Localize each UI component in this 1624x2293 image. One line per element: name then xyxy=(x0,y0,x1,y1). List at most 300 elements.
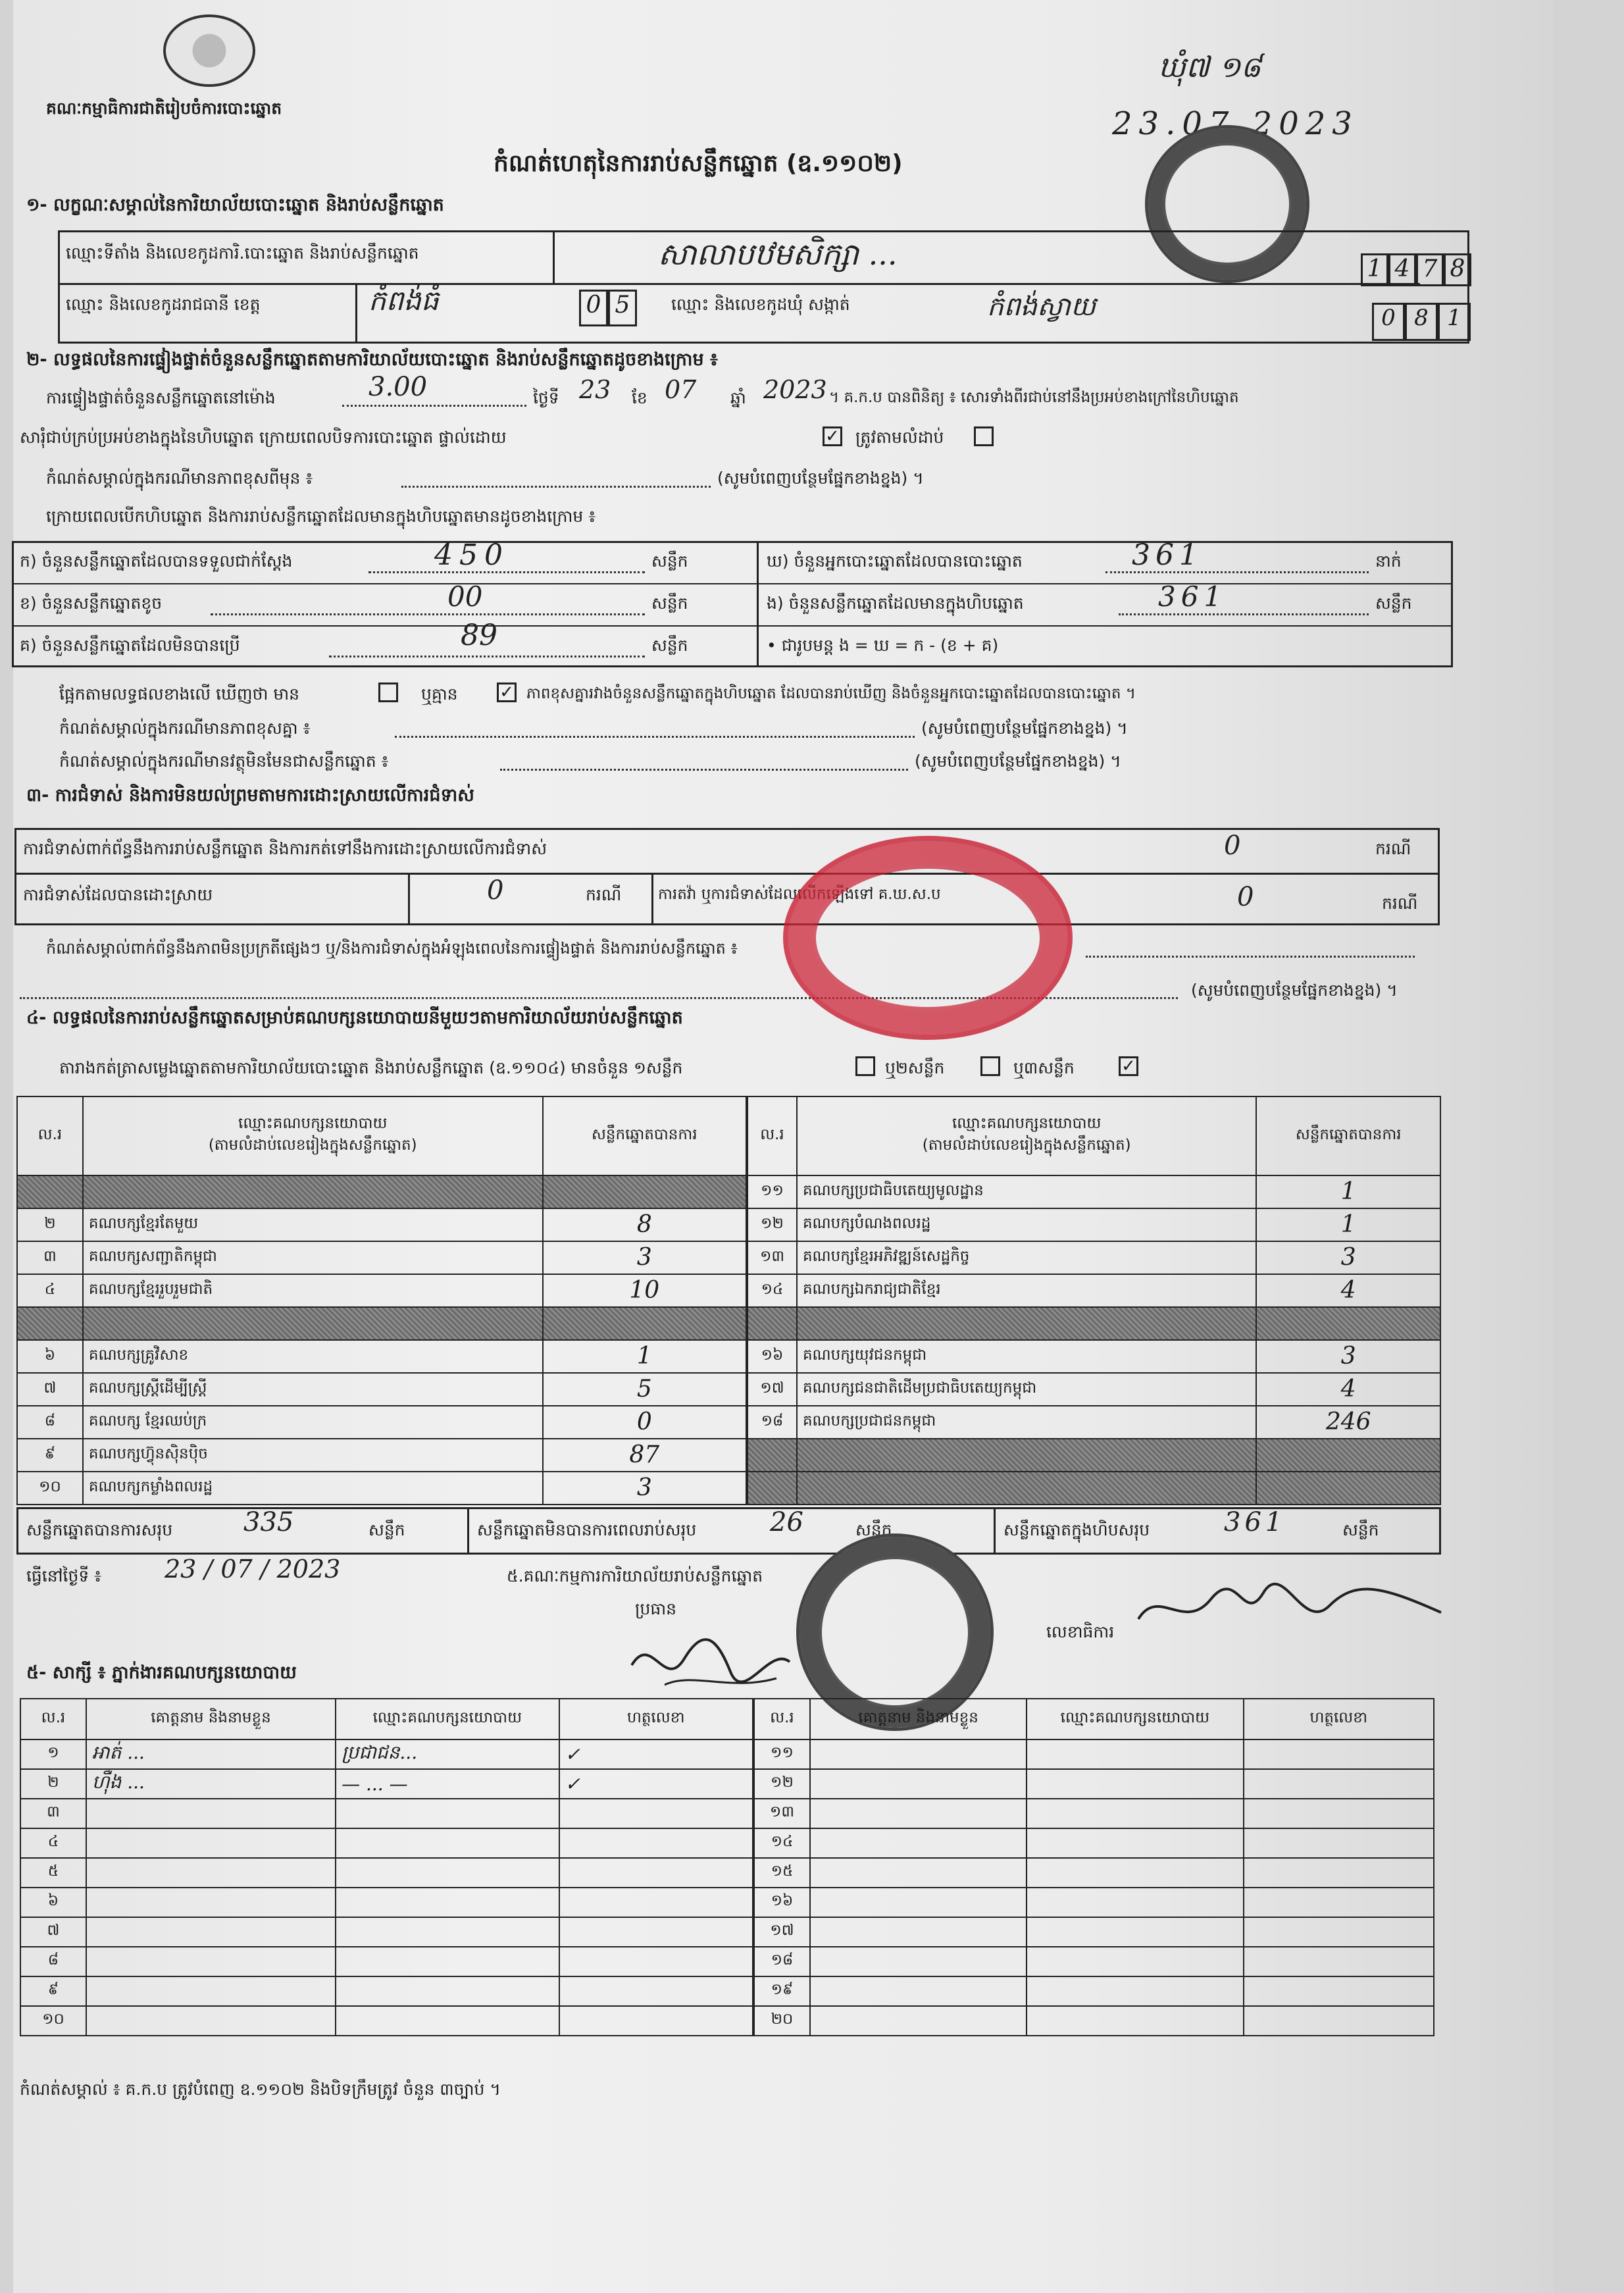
in-order-checkbox[interactable] xyxy=(974,426,994,446)
party-right-row xyxy=(748,1472,1440,1505)
total-invalid-label: សន្លឹកឆ្នោតមិនបានការពេលរាប់សរុប xyxy=(477,1520,697,1539)
witness-party xyxy=(1027,1828,1243,1858)
party-name: គណបក្សគ្រូវិសាខ xyxy=(83,1340,543,1373)
commune-value: កំពង់ស្វាយ xyxy=(987,292,1096,322)
party-number: ៨ xyxy=(17,1406,83,1439)
province-code-digit-2: 5 xyxy=(608,290,637,326)
party-name: គណបក្សស្ត្រីដើម្បីស្ត្រី xyxy=(83,1373,543,1406)
witness-party xyxy=(1027,1888,1243,1917)
witness-col-party-right: ឈ្មោះគណបក្សនយោបាយ xyxy=(1027,1699,1243,1739)
witness-signature xyxy=(1244,1888,1434,1917)
party-left-row xyxy=(17,1175,746,1208)
secretary-signature xyxy=(1132,1573,1448,1645)
section1-divider xyxy=(58,283,1420,285)
party-votes: 3 xyxy=(1256,1340,1440,1373)
difference-note-suffix: (សូមបំពេញបន្ថែមផ្នែកខាងខ្នង) ។ xyxy=(717,469,924,488)
station-code-digit-1: 1 xyxy=(1361,253,1388,286)
witness-signature xyxy=(559,2006,753,2036)
party-name: គណបក្សជនជាតិដើមប្រជាធិបតេយ្យកម្ពុជា xyxy=(797,1373,1257,1406)
appeals-cases: ករណី xyxy=(1382,894,1418,913)
witness-signature xyxy=(1244,2006,1434,2036)
spoiled-ballots-dots xyxy=(211,613,645,615)
party-left-row xyxy=(17,1406,746,1439)
witness-row xyxy=(20,1888,753,1917)
witness-table-left xyxy=(20,1698,753,2036)
witness-name xyxy=(810,1947,1027,1976)
witness-name: អាត់ ... xyxy=(86,1739,336,1769)
party-votes xyxy=(543,1175,746,1208)
party-votes: 87 xyxy=(543,1439,746,1472)
witness-signature xyxy=(559,1799,753,1828)
handwritten-top-note: ឃុំ៧ ១៨ xyxy=(1158,51,1261,84)
witness-row xyxy=(754,1858,1434,1888)
count-table-row-line-2 xyxy=(12,625,757,627)
province-value: កំពង់ធំ xyxy=(368,284,439,317)
unused-ballots-unit: សន្លឹក xyxy=(651,636,688,655)
witness-number: ១១ xyxy=(754,1739,810,1769)
witness-signature xyxy=(1244,1917,1434,1947)
irregularity-note: កំណត់សម្គាល់ពាក់ព័ន្ធនឹងភាពមិនប្រក្រតីផ្សេងៗ ឬ/និងការជំទាស់ក្នុងអំឡុងពេលនៃការផ្ទៀងផ្ទាត់ និងការរាប់សន្លឹកឆ្នោត ៖ xyxy=(46,939,738,958)
count-table-mid-divider xyxy=(757,541,759,667)
witness-party xyxy=(336,1917,559,1947)
unused-ballots-value: 89 xyxy=(461,619,497,652)
ballots-in-box-value: 361 xyxy=(1158,580,1227,613)
party-name: គណបក្សខ្មែរតែមួយ xyxy=(83,1208,543,1241)
month-value: 07 xyxy=(665,375,697,404)
witness-party xyxy=(336,1947,559,1976)
total-box-value: 361 xyxy=(1224,1507,1286,1537)
witness-signature xyxy=(1244,1828,1434,1858)
party-number: ៩ xyxy=(17,1439,83,1472)
witness-party xyxy=(336,1799,559,1828)
objections-cases: ករណី xyxy=(1375,839,1411,858)
party-number: ២ xyxy=(17,1208,83,1241)
witness-name xyxy=(810,1828,1027,1858)
witness-name xyxy=(810,1858,1027,1888)
witness-number: ១៦ xyxy=(754,1888,810,1917)
party-left-row xyxy=(17,1307,746,1340)
col-votes-header: សន្លឹកឆ្នោតបានការ xyxy=(543,1096,746,1175)
irregularity-suffix: (សូមបំពេញបន្ថែមផ្នែកខាងខ្នង) ។ xyxy=(1191,981,1398,1000)
party-left-row xyxy=(17,1373,746,1406)
witness-name xyxy=(810,1799,1027,1828)
witness-row xyxy=(754,1976,1434,2006)
appeals-value: 0 xyxy=(1237,882,1254,912)
unused-ballots-label: គ) ចំនួនសន្លឹកឆ្នោតដែលមិនបានប្រើ xyxy=(20,636,240,655)
witness-number: ២ xyxy=(20,1769,86,1799)
formula-text: • ជារូបមន្ត ង = ឃ = ក - (ខ + គ) xyxy=(767,636,999,655)
unused-ballots-dots xyxy=(329,656,645,657)
tally-sheet-text: តារាងកត់ត្រាសម្លេងឆ្នោតតាមការិយាល័យបោះឆ្នោត និងរាប់សន្លឹកឆ្នោត (ឧ.១១០៤) មានចំនួន ១សន្លឹក xyxy=(59,1058,683,1077)
party-name xyxy=(797,1472,1257,1505)
party-left-row xyxy=(17,1340,746,1373)
locks-check-text: ។ គ.ក.ប បានពិនិត្យ ៖ សោរទាំងពីរជាប់នៅនឹងប្រអប់ខាងក្រៅនៃហិបឆ្នោត xyxy=(829,389,1239,406)
witness-row xyxy=(754,1947,1434,1976)
party-right-row xyxy=(748,1373,1440,1406)
witness-number: ៣ xyxy=(20,1799,86,1828)
witness-signature xyxy=(559,1858,753,1888)
witness-row xyxy=(20,1828,753,1858)
witness-signature xyxy=(1244,1976,1434,2006)
total-valid-value: 335 xyxy=(243,1507,294,1537)
resolved-divider-2 xyxy=(651,873,653,925)
witness-name xyxy=(86,1947,336,1976)
witness-row xyxy=(20,2006,753,2036)
witness-number: ៤ xyxy=(20,1828,86,1858)
party-right-row xyxy=(748,1406,1440,1439)
ballots-in-box-dots xyxy=(1119,613,1369,615)
committee-name: គណៈកម្មាធិការជាតិរៀបចំការបោះឆ្នោត xyxy=(46,99,282,118)
time-dots xyxy=(342,405,526,407)
witness-party xyxy=(1027,1769,1243,1799)
party-right-row xyxy=(748,1307,1440,1340)
witness-row xyxy=(20,1947,753,1976)
party-number: ១២ xyxy=(748,1208,797,1241)
difference-case-dots xyxy=(395,736,915,738)
party-number: ១៦ xyxy=(748,1340,797,1373)
party-name: គណបក្សប្រជាធិបតេយ្យមូលដ្ឋាន xyxy=(797,1175,1257,1208)
party-number: ១១ xyxy=(748,1175,797,1208)
witness-name xyxy=(86,1799,336,1828)
form-title: កំណត់ហេតុនៃការរាប់សន្លឹកឆ្នោត (ឧ.១១០២) xyxy=(494,150,903,177)
discrepancy-no-checkbox[interactable]: ✓ xyxy=(497,683,517,702)
month-label: ខែ xyxy=(632,388,647,407)
objections-label: ការជំទាស់ពាក់ព័ន្ធនឹងការរាប់សន្លឹកឆ្នោត និងការកត់ទៅនឹងការដោះស្រាយលើការជំទាស់ xyxy=(23,839,547,858)
chair-label: ប្រធាន xyxy=(635,1599,676,1618)
resolved-value: 0 xyxy=(487,875,504,906)
witness-number: ១០ xyxy=(20,2006,86,2036)
difference-case-label: កំណត់សម្គាល់ក្នុងករណីមានភាពខុសគ្នា ៖ xyxy=(59,719,311,738)
party-name: គណបក្សយុវជនកម្ពុជា xyxy=(797,1340,1257,1373)
party-votes: 1 xyxy=(1256,1175,1440,1208)
witness-number: ១៧ xyxy=(754,1917,810,1947)
party-number: ១៣ xyxy=(748,1241,797,1274)
foreign-object-dots xyxy=(500,769,908,771)
witness-number: ២០ xyxy=(754,2006,810,2036)
witness-number: ១៨ xyxy=(754,1947,810,1976)
witness-name xyxy=(810,1976,1027,2006)
col-party-title: ឈ្មោះគណបក្សនយោបាយ xyxy=(238,1115,388,1132)
witness-signature: ✓ xyxy=(559,1739,753,1769)
witness-col-no-right: ល.រ xyxy=(754,1699,810,1739)
witness-number: ១៩ xyxy=(754,1976,810,2006)
total-invalid-unit: សន្លឹក xyxy=(855,1520,892,1539)
witness-name xyxy=(86,1888,336,1917)
one-sheet-checkbox[interactable] xyxy=(855,1056,875,1076)
resolved-divider-1 xyxy=(408,873,410,925)
foreign-object-suffix: (សូមបំពេញបន្ថែមផ្នែកខាងខ្នង) ។ xyxy=(915,752,1121,771)
party-votes xyxy=(1256,1439,1440,1472)
discrepancy-text-c: ភាពខុសគ្នារវាងចំនួនសន្លឹកឆ្នោតក្នុងហិបឆ្នោត ដែលបានរាប់ឃើញ និងចំនួនអ្នកបោះឆ្នោតដែលបានបោះឆ្នោត ។ xyxy=(526,685,1136,702)
party-votes: 3 xyxy=(543,1241,746,1274)
year-value: 2023 xyxy=(763,375,827,404)
party-left-row xyxy=(17,1274,746,1307)
party-results-left xyxy=(16,1096,747,1505)
province-divider xyxy=(355,283,357,344)
witness-number: ៩ xyxy=(20,1976,86,2006)
province-code-digit-1: 0 xyxy=(579,290,608,326)
commune-code-digit-3: 1 xyxy=(1438,303,1471,341)
voters-unit: នាក់ xyxy=(1375,552,1402,571)
witness-row xyxy=(20,1976,753,2006)
section5-heading: ៥- សាក្សី ៖ ភ្នាក់ងារគណបក្សនយោបាយ xyxy=(26,1662,297,1683)
party-number: ៣ xyxy=(17,1241,83,1274)
party-results-right xyxy=(747,1096,1441,1505)
witness-col-sign: ហត្ថលេខា xyxy=(559,1699,753,1739)
witness-number: ៦ xyxy=(20,1888,86,1917)
party-number xyxy=(17,1307,83,1340)
committee-label: ៥.គណៈកម្មការការិយាល័យរាប់សន្លឹកឆ្នោត xyxy=(507,1566,763,1585)
party-name: គណបក្សសញ្ជាតិកម្ពុជា xyxy=(83,1241,543,1274)
total-invalid-value: 26 xyxy=(770,1507,803,1537)
party-number: ១៧ xyxy=(748,1373,797,1406)
party-votes xyxy=(1256,1472,1440,1505)
party-name xyxy=(83,1307,543,1340)
witness-party xyxy=(336,2006,559,2036)
witness-signature xyxy=(1244,1769,1434,1799)
count-table-row-line-1 xyxy=(12,583,757,584)
witness-number: ១៣ xyxy=(754,1799,810,1828)
party-name xyxy=(797,1307,1257,1340)
witness-party xyxy=(1027,1976,1243,2006)
witness-row xyxy=(754,1799,1434,1828)
discrepancy-text-a: ផ្អែកតាមលទ្ធផលខាងលើ ឃើញថា មាន xyxy=(59,684,300,704)
difference-note-dots xyxy=(401,486,711,488)
witness-row xyxy=(754,1828,1434,1858)
col-party-subtitle-right: (តាមលំដាប់លេខរៀងក្នុងសន្លឹកឆ្នោត) xyxy=(922,1137,1131,1154)
witness-party xyxy=(336,1858,559,1888)
party-votes: 246 xyxy=(1256,1406,1440,1439)
party-votes: 1 xyxy=(543,1340,746,1373)
verification-time-value: 3.00 xyxy=(368,372,428,402)
station-label: ឈ្មោះទីតាំង និងលេខកូដការិ.បោះឆ្នោត និងរាប់សន្លឹកឆ្នោត xyxy=(66,244,419,263)
witness-col-name: គោត្តនាម និងនាមខ្លួន xyxy=(86,1699,336,1739)
commune-code-digit-1: 0 xyxy=(1372,303,1405,341)
party-left-row xyxy=(17,1472,746,1505)
witness-party xyxy=(1027,1858,1243,1888)
spoiled-ballots-unit: សន្លឹក xyxy=(651,594,688,613)
col-party-subtitle: (តាមលំដាប់លេខរៀងក្នុងសន្លឹកឆ្នោត) xyxy=(208,1137,417,1154)
day-label: ថ្ងៃទី xyxy=(533,388,559,407)
party-number: ៧ xyxy=(17,1373,83,1406)
two-sheets-checkbox[interactable] xyxy=(980,1056,1000,1076)
witness-col-sign-right: ហត្ថលេខា xyxy=(1244,1699,1434,1739)
party-right-row xyxy=(748,1439,1440,1472)
ballots-in-box-unit: សន្លឹក xyxy=(1375,594,1412,613)
col-no-header-right: ល.រ xyxy=(748,1096,797,1175)
in-order-label: ត្រូវតាមលំដាប់ xyxy=(855,428,944,447)
party-right-row xyxy=(748,1340,1440,1373)
province-label: ឈ្មោះ និងលេខកូដរាជធានី ខេត្ត xyxy=(66,295,261,314)
witness-name xyxy=(810,1888,1027,1917)
witness-name xyxy=(86,1917,336,1947)
chair-signature xyxy=(625,1626,796,1698)
party-left-row xyxy=(17,1241,746,1274)
witness-number: ១៥ xyxy=(754,1858,810,1888)
witness-signature: ✓ xyxy=(559,1769,753,1799)
objections-value: 0 xyxy=(1224,831,1241,861)
party-right-row xyxy=(748,1208,1440,1241)
secretary-label: លេខាធិការ xyxy=(1046,1622,1115,1641)
section2-heading: ២- លទ្ធផលនៃការផ្ទៀងផ្ទាត់ចំនួនសន្លឹកឆ្នោតតាមការិយាល័យបោះឆ្នោត និងរាប់សន្លឹកឆ្នោតដូចខាងក្រោម ៖ xyxy=(26,349,718,370)
witness-col-no: ល.រ xyxy=(20,1699,86,1739)
total-valid-label: សន្លឹកឆ្នោតបានការសរុប xyxy=(26,1520,173,1539)
witness-signature xyxy=(559,1888,753,1917)
count-table-row-line-4 xyxy=(757,625,1453,627)
witness-number: ៥ xyxy=(20,1858,86,1888)
witness-party xyxy=(1027,1739,1243,1769)
count-table-row-line-3 xyxy=(757,583,1453,584)
witness-col-party: ឈ្មោះគណបក្សនយោបាយ xyxy=(336,1699,559,1739)
col-votes-header-right: សន្លឹកឆ្នោតបានការ xyxy=(1256,1096,1440,1175)
witness-party xyxy=(336,1976,559,2006)
party-name: គណបក្សប្រជាជនកម្ពុជា xyxy=(797,1406,1257,1439)
witness-row xyxy=(754,1917,1434,1947)
witness-row xyxy=(20,1769,753,1799)
year-label: ឆ្នាំ xyxy=(730,388,746,407)
after-open-text: ក្រោយពេលបើកហិបឆ្នោត និងការរាប់សន្លឹកឆ្នោតដែលមានក្នុងហិបឆ្នោតមានដូចខាងក្រោម ៖ xyxy=(46,507,596,526)
col-party-header-right xyxy=(797,1096,1257,1175)
received-ballots-label: ក) ចំនួនសន្លឹកឆ្នោតដែលបានទទួលជាក់ស្តែង xyxy=(20,552,293,571)
witness-party: ប្រជាជន... xyxy=(336,1739,559,1769)
witness-number: ១៤ xyxy=(754,1828,810,1858)
party-votes xyxy=(543,1307,746,1340)
commune-code-digit-2: 8 xyxy=(1405,303,1438,341)
witness-party xyxy=(1027,1947,1243,1976)
party-name: គណបក្សបំណងពលរដ្ឋ xyxy=(797,1208,1257,1241)
witness-signature xyxy=(1244,1858,1434,1888)
party-left-row xyxy=(17,1208,746,1241)
witness-signature xyxy=(1244,1947,1434,1976)
party-votes xyxy=(1256,1307,1440,1340)
party-number: ៤ xyxy=(17,1274,83,1307)
witness-row xyxy=(20,1917,753,1947)
verification-time-text: ការផ្ទៀងផ្ទាត់ចំនួនសន្លឹកឆ្នោតនៅម៉ោង xyxy=(46,388,276,407)
party-name xyxy=(797,1439,1257,1472)
received-ballots-value: 450 xyxy=(434,538,509,572)
witness-signature xyxy=(559,1828,753,1858)
party-votes: 4 xyxy=(1256,1274,1440,1307)
witness-signature xyxy=(1244,1799,1434,1828)
station-name-value: សាលាបឋមសិក្សា ... xyxy=(658,236,898,272)
party-votes: 3 xyxy=(1256,1241,1440,1274)
witness-number: ១២ xyxy=(754,1769,810,1799)
resolved-label: ការជំទាស់ដែលបានដោះស្រាយ xyxy=(23,885,213,904)
witness-signature xyxy=(559,1917,753,1947)
resolved-cases: ករណី xyxy=(586,885,622,904)
party-votes: 10 xyxy=(543,1274,746,1307)
party-right-row xyxy=(748,1175,1440,1208)
witness-party xyxy=(336,1828,559,1858)
witness-signature xyxy=(559,1976,753,2006)
day-value: 23 xyxy=(579,375,611,404)
witness-row xyxy=(754,1739,1434,1769)
spoiled-ballots-value: 00 xyxy=(447,580,483,613)
witness-name xyxy=(86,1828,336,1858)
party-name: គណបក្ស ខ្មែរឈប់ក្រ xyxy=(83,1406,543,1439)
party-votes: 3 xyxy=(543,1472,746,1505)
commune-label: ឈ្មោះ និងលេខកូដឃុំ សង្កាត់ xyxy=(671,295,850,314)
party-right-row xyxy=(748,1241,1440,1274)
date-stamp: 23.07.2023 xyxy=(1112,105,1359,142)
footer-note: កំណត់សម្គាល់ ៖ គ.ក.ប ត្រូវបំពេញ ឧ.១១០២ និងបិទក្រឹមត្រូវ ចំនួន ៣ច្បាប់ ។ xyxy=(20,2080,501,2099)
party-number: ១៨ xyxy=(748,1406,797,1439)
spoiled-ballots-label: ខ) ចំនួនសន្លឹកឆ្នោតខូច xyxy=(20,594,163,613)
red-official-stamp xyxy=(783,836,1073,1040)
section4-heading: ៤- លទ្ធផលនៃការរាប់សន្លឹកឆ្នោតសម្រាប់គណបក្សនយោបាយនីមួយៗតាមការិយាល័យរាប់សន្លឹកឆ្នោត xyxy=(26,1008,683,1028)
inner-lock-checkbox[interactable]: ✓ xyxy=(823,426,842,446)
irregularity-dots-1 xyxy=(1086,956,1415,958)
col-party-title-right: ឈ្មោះគណបក្សនយោបាយ xyxy=(952,1115,1102,1132)
ballots-in-box-label: ង) ចំនួនសន្លឹកឆ្នោតដែលមានក្នុងហិបឆ្នោត xyxy=(767,594,1024,613)
party-name xyxy=(83,1175,543,1208)
party-votes: 5 xyxy=(543,1373,746,1406)
party-name: គណបក្សហ៊្វុនស៊ិនប៉ិច xyxy=(83,1439,543,1472)
station-code-digit-3: 7 xyxy=(1416,253,1444,286)
witness-party xyxy=(1027,1917,1243,1947)
col-party-header xyxy=(83,1096,543,1175)
foreign-object-label: កំណត់សម្គាល់ក្នុងករណីមានវត្ថុមិនមែនជាសន្លឹកឆ្នោត ៖ xyxy=(59,752,389,771)
witness-signature xyxy=(559,1947,753,1976)
witness-name xyxy=(810,2006,1027,2036)
objections-row-divider xyxy=(14,873,1440,875)
difference-case-suffix: (សូមបំពេញបន្ថែមផ្នែកខាងខ្នង) ។ xyxy=(921,719,1128,738)
nec-emblem-icon xyxy=(163,14,255,87)
party-votes: 0 xyxy=(543,1406,746,1439)
witness-name xyxy=(86,2006,336,2036)
witness-name: ហ៊ឺង ... xyxy=(86,1769,336,1799)
witness-row xyxy=(754,1888,1434,1917)
discrepancy-yes-checkbox[interactable] xyxy=(378,683,398,702)
party-votes: 1 xyxy=(1256,1208,1440,1241)
party-number xyxy=(17,1175,83,1208)
witness-number: ៨ xyxy=(20,1947,86,1976)
appeals-label: ការតវ៉ា ឬការជំទាស់ដែលលើកឡើងទៅ គ.ឃ.ស.ប xyxy=(658,886,941,903)
three-sheets-checkbox[interactable]: ✓ xyxy=(1119,1056,1138,1076)
witness-row xyxy=(20,1799,753,1828)
witness-col-name-right: គោត្តនាម និងនាមខ្លួន xyxy=(810,1699,1027,1739)
witness-name xyxy=(86,1976,336,2006)
witness-row xyxy=(20,1858,753,1888)
witness-number: ១ xyxy=(20,1739,86,1769)
party-votes: 4 xyxy=(1256,1373,1440,1406)
party-number: ៦ xyxy=(17,1340,83,1373)
party-right-row xyxy=(748,1274,1440,1307)
party-number xyxy=(748,1472,797,1505)
witness-number: ៧ xyxy=(20,1917,86,1947)
col-no-header: ល.រ xyxy=(17,1096,83,1175)
section3-heading: ៣- ការជំទាស់ និងការមិនយល់ព្រមតាមការដោះស្រាយលើការជំទាស់ xyxy=(26,785,474,806)
witness-party xyxy=(1027,1799,1243,1828)
witness-row xyxy=(754,2006,1434,2036)
party-left-row xyxy=(17,1439,746,1472)
party-number: ១០ xyxy=(17,1472,83,1505)
party-name: គណបក្សខ្មែរអភិវឌ្ឍន៍សេដ្ឋកិច្ច xyxy=(797,1241,1257,1274)
difference-note-label: កំណត់សម្គាល់ក្នុងករណីមានភាពខុសពីមុន ៖ xyxy=(46,469,313,488)
station-code-digit-2: 4 xyxy=(1388,253,1416,286)
party-name: គណបក្សឯករាជ្យជាតិខ្មែរ xyxy=(797,1274,1257,1307)
totals-divider-2 xyxy=(994,1507,996,1555)
party-number xyxy=(748,1307,797,1340)
witness-party xyxy=(336,1888,559,1917)
signed-date-value: 23 / 07 / 2023 xyxy=(165,1555,341,1584)
inner-lock-text: សារុំ​ជាប់ក្រប់ប្រអប់ខាងក្នុងនៃហិបឆ្នោត ក្រោយពេលបិទការបោះឆ្នោត ផ្ទាល់ដោយ xyxy=(20,428,507,447)
witness-signature xyxy=(1244,1739,1434,1769)
discrepancy-text-b: ឬគ្មាន xyxy=(421,684,458,704)
witness-row xyxy=(20,1739,753,1769)
voters-value: 361 xyxy=(1132,538,1203,572)
total-box-unit: សន្លឹក xyxy=(1342,1520,1379,1539)
